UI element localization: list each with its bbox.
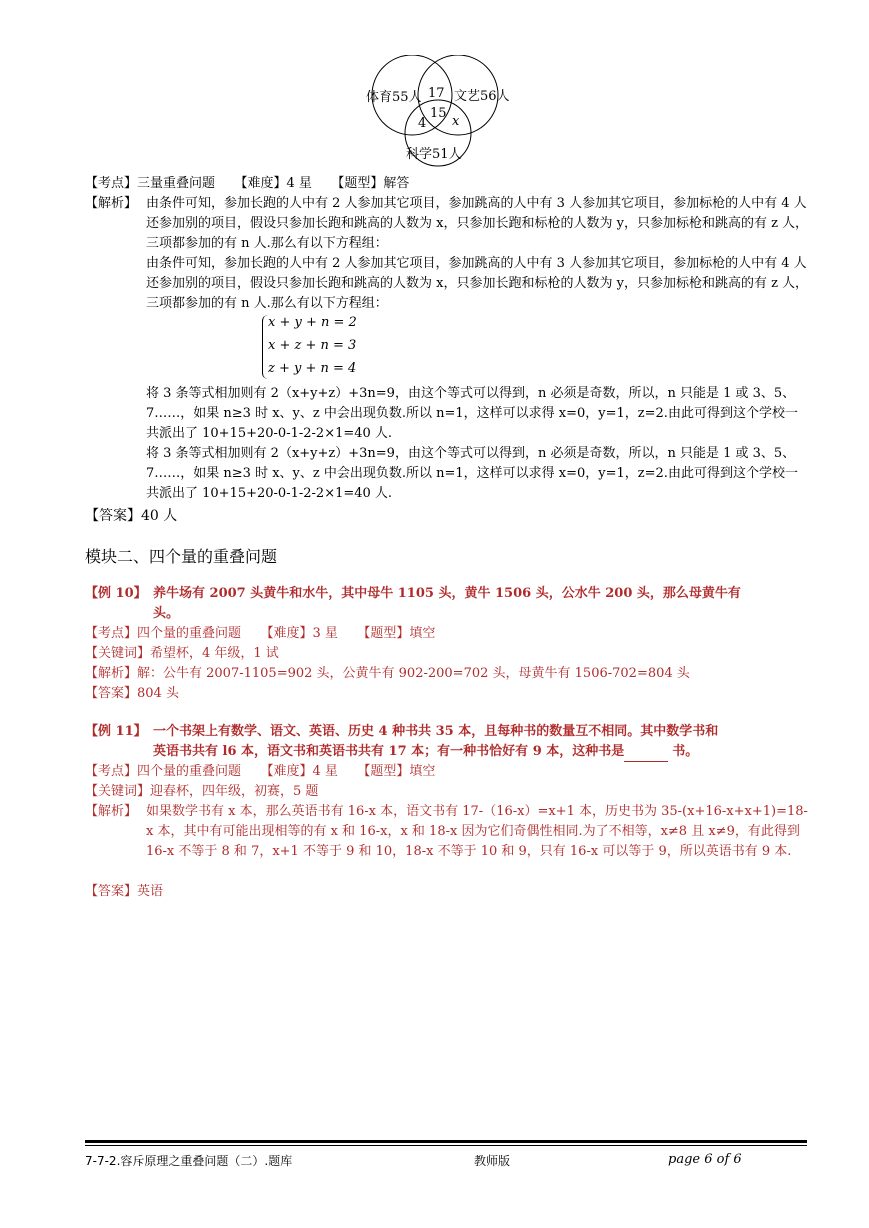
venn-label-science: 科学51人 (406, 147, 462, 162)
ex10-jiexi: 【解析】解：公牛有 2007-1105=902 头，公黄牛有 902-200=702 头，母黄牛有 1506-702=804 头 (85, 666, 690, 681)
ex10-question-line1: 养牛场有 2007 头黄牛和水牛，其中母牛 1105 头，黄牛 1506 头，公水牛 200 头，那么母黄牛有 (153, 586, 741, 601)
venn-label-arts: 文艺56人 (454, 89, 510, 104)
ex9-jiexi-p4: 将 3 条等式相加则有 2（x+y+z）+3n=9，由这个等式可以得到，n 必须是奇数，所以，n 只能是 1 或 3、5、7……，如果 n≥3 时 x、y、z 中会出现负数.所以 n=1，这样可以求得 x=0，y=1，z=2.由此可得到这个学校一共派出了 10+15+20-0-1-2-2×1=40 人. (146, 446, 798, 501)
ex10-question-line2: 头。 (153, 606, 180, 621)
ex10-answer: 【答案】804 头 (85, 686, 179, 701)
footer-rule-thick (85, 1140, 807, 1143)
answer-blank (624, 747, 668, 762)
ex11-jiexi-label: 【解析】 (85, 804, 138, 819)
ex11-question-text: 英语书共有 l6 本，语文书和英语书共有 17 本；有一种书恰好有 9 本，这种书是 (153, 744, 625, 759)
venn-diagram (340, 55, 540, 175)
ex11-question-line2 (153, 742, 869, 762)
ex11-jiexi: 如果数学书有 x 本，那么英语书有 16-x 本，语文书有 17-（16-x）=x+1 本，历史书为 35-(x+16-x+x+1)=18-x 本，其中有可能出现相等的有 x 和 16-x，x 和 18-x 因为它们奇偶性相同.为了不相等，x≠8 且 x≠9，有此得到 16-x 不等于 8 和 7，x+1 不等于 9 和 10，18-x 不等于 10 和 9，只有 16-x 可以等于 9，所以英语书有 9 本. (146, 804, 808, 859)
ex9-jiexi-label: 【解析】 (85, 196, 138, 211)
footer-center: 教师版 (474, 1154, 511, 1168)
ex9-jiexi-p1: 由条件可知，参加长跑的人中有 2 人参加其它项目，参加跳高的人中有 3 人参加其它项目，参加标枪的人中有 4 人还参加别的项目，假设只参加长跑和跳高的人数为 x，只参加长跑和标枪的人数为 y，只参加标枪和跳高的有 z 人，三项都参加的有 n 人.那么有以下方程组： (146, 196, 809, 251)
ex9-jiexi-p3: 将 3 条等式相加则有 2（x+y+z）+3n=9，由这个等式可以得到，n 必须是奇数，所以，n 只能是 1 或 3、5、7……，如果 n≥3 时 x、y、z 中会出现负数.所以 n=1，这样可以求得 x=0，y=1，z=2.由此可得到这个学校一共派出了 10+15+20-0-1-2-2×1=40 人. (146, 386, 798, 441)
ex11-question-end: 书。 (672, 744, 699, 759)
ex11-label: 【例 11】 (85, 724, 147, 739)
ex10-label: 【例 10】 (85, 586, 147, 601)
footer-left: 7-7-2.容斥原理之重叠问题（二）.题库 (85, 1154, 293, 1168)
equation-3: z + y + n = 4 (268, 361, 357, 376)
ex9-kaodian: 【考点】三量重叠问题 【难度】4 星 【题型】解答 (85, 176, 410, 191)
venn-number-sports-science: 4 (418, 116, 427, 131)
venn-label-sports: 体育55人 (366, 90, 422, 105)
equation-2: x + z + n = 3 (268, 338, 357, 353)
ex10-kaodian: 【考点】四个量的重叠问题 【难度】3 星 【题型】填空 (85, 626, 436, 641)
venn-number-arts-science: x (452, 114, 460, 129)
equation-1: x + y + n = 2 (268, 315, 357, 330)
venn-number-center: 15 (430, 106, 447, 121)
ex9-answer: 【答案】40 人 (85, 508, 178, 524)
footer-rule-thin (85, 1145, 807, 1146)
ex11-kaodian: 【考点】四个量的重叠问题 【难度】4 星 【题型】填空 (85, 764, 436, 779)
section-title: 模块二、四个量的重叠问题 (85, 547, 278, 566)
footer-page: page 6 of 6 (668, 1152, 742, 1167)
ex11-keywords: 【关键词】迎春杯，四年级，初赛，5 题 (85, 784, 319, 799)
ex11-answer: 【答案】英语 (85, 884, 164, 899)
ex9-jiexi-p2: 由条件可知，参加长跑的人中有 2 人参加其它项目，参加跳高的人中有 3 人参加其它项目，参加标枪的人中有 4 人还参加别的项目，假设只参加长跑和跳高的人数为 x，只参加长跑和标枪的人数为 y，只参加标枪和跳高的有 z 人，三项都参加的有 n 人.那么有以下方程组： (146, 256, 809, 311)
ex10-keywords: 【关键词】希望杯，4 年级，1 试 (85, 646, 279, 661)
ex11-question-line1: 一个书架上有数学、语文、英语、历史 4 种书共 35 本，且每种书的数量互不相同。其中数学书和 (153, 724, 719, 739)
venn-number-sports-arts: 17 (428, 86, 445, 101)
